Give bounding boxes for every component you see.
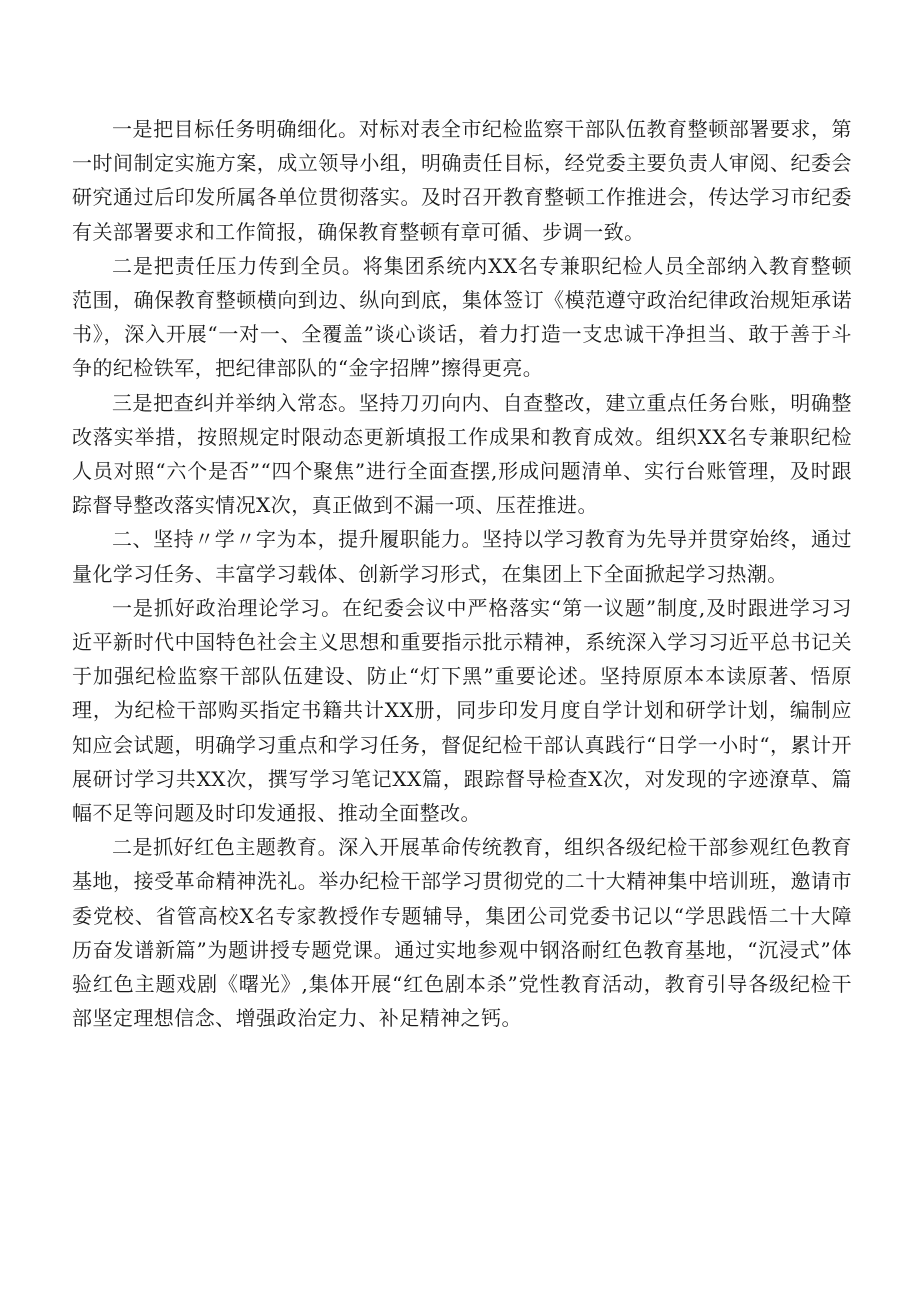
paragraph-red-education: 二是抓好红色主题教育。深入开展革命传统教育，组织各级纪检干部参观红色教育基地，接受革命精神洗礼。举办纪检干部学习贯彻党的二十大精神集中培训班，邀请市委党校、省管高校X名专家教授作专题辅导，集团公司党委书记以“学思践悟二十大障历奋发谱新篇”为题讲授专题党课。通过实地参观中钢洛耐红色教育基地，“沉浸式”体验红色主题戏剧《曙光》,集体开展“红色剧本杀”党性教育活动，教育引导各级纪检干部坚定理想信念、增强政治定力、补足精神之钙。 — [72, 835, 852, 1031]
paragraph-responsibility: 二是把责任压力传到全员。将集团系统内XX名专兼职纪检人员全部纳入教育整顿范围，确保教育整顿横向到边、纵向到底，集体签订《模范遵守政治纪律政治规矩承诺书》，深入开展“一对一、全覆盖”谈心谈话，着力打造一支忠诚干净担当、敢于善于斗争的纪检铁军，把纪律部队的“金字招牌”擦得更亮。 — [72, 253, 852, 381]
paragraph-section-study: 二、坚持〃学〃字为本，提升履职能力。坚持以学习教育为先导并贯穿始终，通过量化学习任务、丰富学习载体、创新学习形式，在集团上下全面掀起学习热潮。 — [72, 527, 852, 586]
paragraph-goal-tasks: 一是把目标任务明确细化。对标对表全市纪检监察干部队伍教育整顿部署要求，第一时间制定实施方案，成立领导小组，明确责任目标，经党委主要负责人审阅、纪委会研究通过后印发所属各单位贯彻落实。及时召开教育整顿工作推进会，传达学习市纪委有关部署要求和工作简报，确保教育整顿有章可循、步调一致。 — [72, 117, 852, 244]
paragraph-inspection: 三是把查纠并举纳入常态。坚持刀刃向内、自查整改，建立重点任务台账，明确整改落实举措，按照规定时限动态更新填报工作成果和教育成效。组织XX名专兼职纪检人员对照“六个是否”“四个聚焦”进行全面查摆,形成问题清单、实行台账管理，及时跟踪督导整改落实情况X次，真正做到不漏一项、压茬推进。 — [72, 390, 852, 518]
document-body — [72, 112, 852, 1035]
paragraph-political-theory: 一是抓好政治理论学习。在纪委会议中严格落实“第一议题”制度,及时跟进学习习近平新时代中国特色社会主义思想和重要指示批示精神，系统深入学习习近平总书记关于加强纪检监察干部队伍建设、防止“灯下黑”重要论述。坚持原原本本读原著、悟原理，为纪检干部购买指定书籍共计XX册，同步印发月度自学计划和研学计划，编制应知应会试题，明确学习重点和学习任务，督促纪检干部认真践行“日学一小时“，累计开展研讨学习共XX次，撰写学习笔记XX篇，跟踪督导检查X次，对发现的字迹潦草、篇幅不足等问题及时印发通报、推动全面整改。 — [72, 595, 852, 826]
